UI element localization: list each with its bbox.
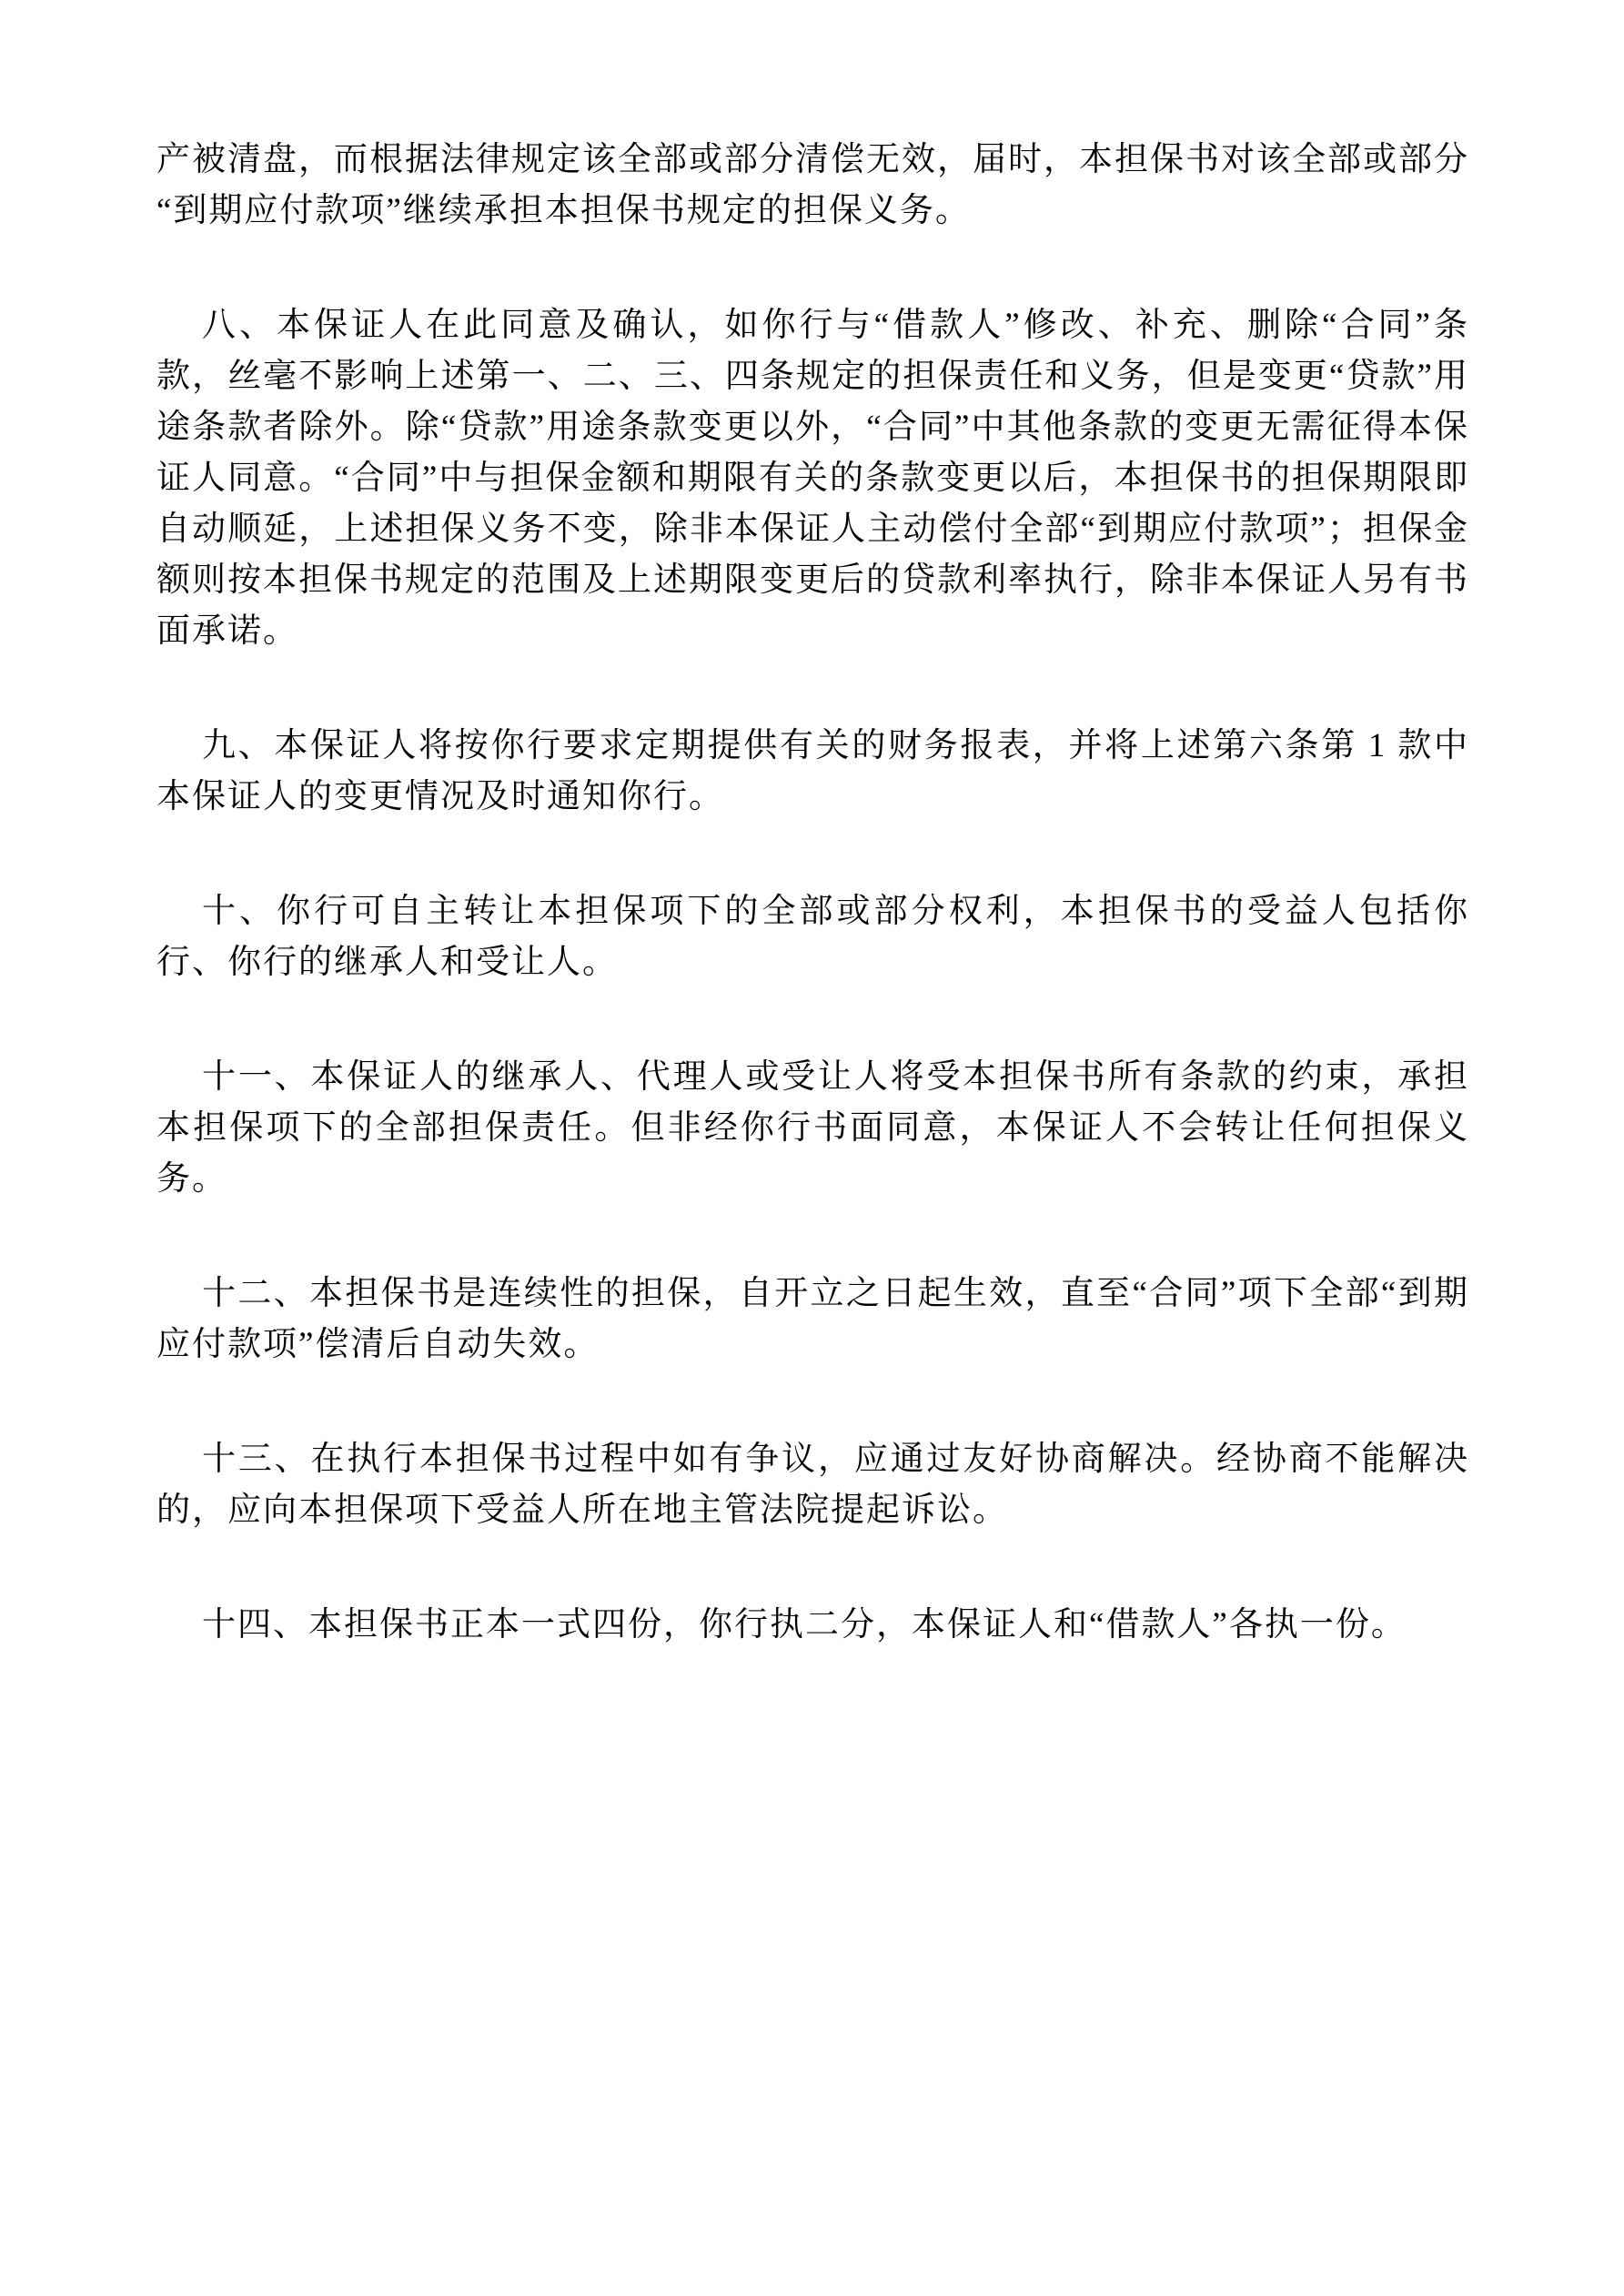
- paragraph-clause-11: 十一、本保证人的继承人、代理人或受让人将受本担保书所有条款的约束，承担本担保项下的全部担保责任。但非经你行书面同意，本保证人不会转让任何担保义务。: [156, 1058, 1469, 1198]
- paragraph-continuation: 产被清盘，而根据法律规定该全部或部分清偿无效，届时，本担保书对该全部或部分“到期应付款项”继续承担本担保书规定的担保义务。: [156, 141, 1469, 229]
- paragraph-clause-14: 十四、本担保书正本一式四份，你行执二分，本保证人和“借款人”各执一份。: [202, 1606, 1407, 1644]
- paragraph-clause-8: 八、本保证人在此同意及确认，如你行与“借款人”修改、补充、删除“合同”条款，丝毫不影响上述第一、二、三、四条规定的担保责任和义务，但是变更“贷款”用途条款者除外。除“贷款”用途条款变更以外，“合同”中其他条款的变更无需征得本保证人同意。“合同”中与担保金额和期限有关的条款变更以后，本担保书的担保期限即自动顺延，上述担保义务不变，除非本保证人主动偿付全部“到期应付款项”；担保金额则按本担保书规定的范围及上述期限变更后的贷款利率执行，除非本保证人另有书面承诺。: [156, 307, 1469, 650]
- paragraph-clause-13: 十三、在执行本担保书过程中如有争议，应通过友好协商解决。经协商不能解决的，应向本担保项下受益人所在地主管法院提起诉讼。: [156, 1441, 1469, 1529]
- paragraph-clause-9: 九、本保证人将按你行要求定期提供有关的财务报表，并将上述第六条第 1 款中本保证人的变更情况及时通知你行。: [156, 727, 1469, 815]
- paragraph-clause-12: 十二、本担保书是连续性的担保，自开立之日起生效，直至“合同”项下全部“到期应付款项”偿清后自动失效。: [156, 1275, 1469, 1363]
- paragraph-clause-10: 十、你行可自主转让本担保项下的全部或部分权利，本担保书的受益人包括你行、你行的继承人和受让人。: [156, 893, 1469, 981]
